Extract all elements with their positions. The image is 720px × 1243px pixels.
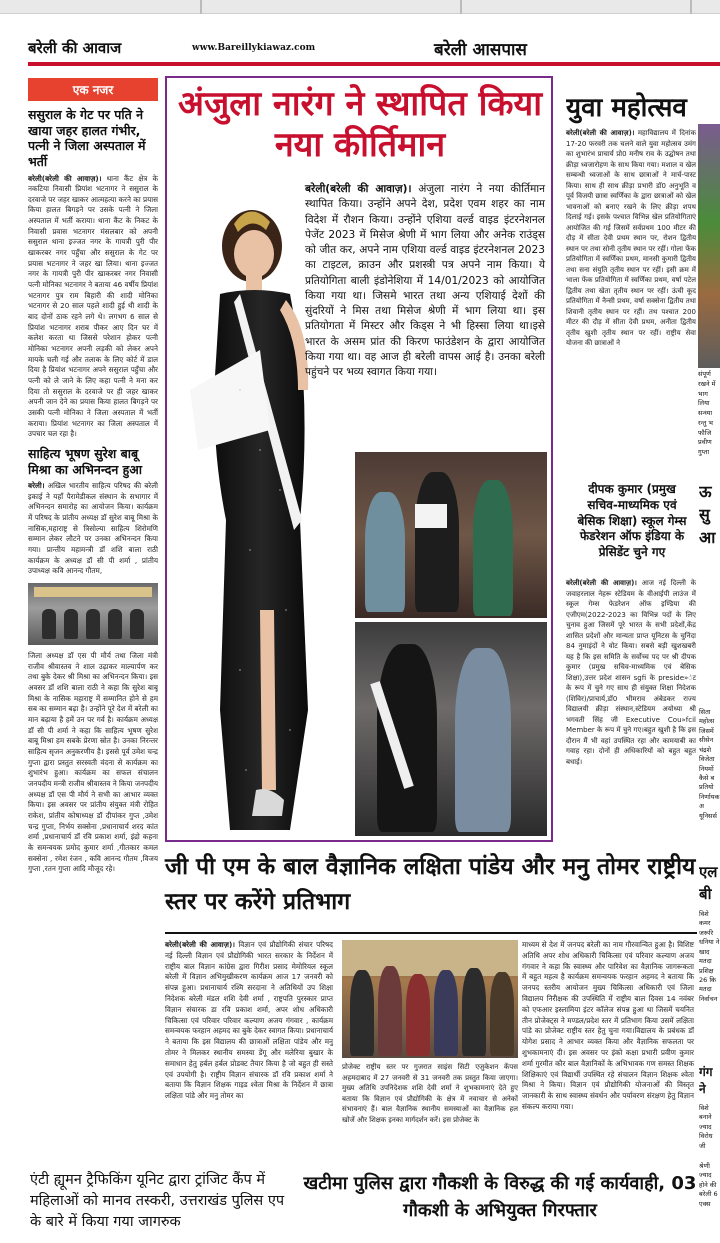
top-scan-strip (0, 0, 720, 14)
child-scientist-col3: माध्यम से देश में जनपद बरेली का नाम गौरवान्वित हुआ है। विशिष्ट अतिथि अपर शोध अधिकारी चिकित्सा एवं परिवार कल्याण अजय गंगवार ने कहा कि स्वास्थ्य और पारिवेश का वैज्ञानिक जागरूकता में बहुत महत्व है कार्यक्रम समन्वयक फरहान अहमद ने बताया कि जनपद स्तरीय आयोजन मुख्य चिकित्सा अधिकारी एवं जिला विद्यालय निरीक्षक की उपस्थिति में राष्ट्रीय बाल दिवस 14 नवंबर को एफआर इस्लामिया इंटर कॉलेज संपन्न हुआ था जिसमें चयनित तीन प्रोजेक्ट्स ने मण्डल/प्रदेश स्तर में प्रतिभाग किया उसमें लक्षिता पांडे का प्रोजेक्ट राष्ट्रीय स्तर हेतु चुना गया।विद्यालय के प्रबंधक डॉ योगेश प्रसाद ने आभार व्यक्त किया और वैज्ञानिक सफलता पर शुभकामनाएं दी। इस अवसर पर इंको कक्षा प्रभारी प्रवीण कुमार शर्मा गुरमीत कौर बाल वैज्ञानिकों के अभिभावक गण समस्त शिक्षक शिक्षिकाएं एवं विद्यार्थी उपस्थित रहे संचालन विज्ञान शिक्षक श्वेता मिश्रा ने किया। विज्ञान एवं प्रौद्योगिकी योजनाओं की विस्तृत जानकारी के साथ स्वास्थ्य संवर्धन और पर्यावरण संरक्षण हेतु विज्ञान संकल्प कराया गया। (522, 940, 694, 1111)
feature-headline: अंजुला नारंग ने स्थापित किया नया कीर्तिमान (177, 84, 543, 165)
child-scientist-photo (342, 940, 518, 1058)
far-right-fragment-2: सिता महोत्स जिसमें सीसेन चंद्रशे विजेता नियमों कैसे ब प्रतियो निर्णायक अ यूनिसर्स (699, 708, 720, 820)
deepak-kumar-headline: दीपक कुमार (प्रमुख सचिव-माध्यमिक एवं बेसिक शिक्षा) स्कूल गेम्स फेडरेशन ऑफ इंडिया के प्रेसिडेंट चुने गए (577, 482, 687, 560)
youth-festival-photo (698, 124, 720, 368)
child-scientist-headline: जी पी एम के बाल वैज्ञानिक लक्षिता पांडेय और मनु तोमर राष्ट्रीय स्तर पर करेंगे प्रतिभाग (165, 854, 696, 915)
far-right-fragment-7: श्रेणी ज्याद होने की बरेली 6 एक्स (699, 1162, 718, 1208)
child-scientist-col2: प्रोजेक्ट राष्ट्रीय स्तर पर गुजरात साइंस सिटी एजुकेशन केंपस अहमदाबाद में 27 जनवरी से 31 जनवरी तक प्रस्तुत किया जाएगा। मुख्य अतिथि उपनिदेशक शशि देवी शर्मा ने शुभकामनाएं देते हुए बताया कि विज्ञान एवं प्रौद्योगिकी के क्षेत्र में नवाचार से अनेकों संभावनाएं हैं। बाल वैज्ञानिक स्थानीय समस्याओं का वैज्ञानिक हल खोजें और शिक्षक इनका मार्गदर्शन करें। इस प्रोजेक्ट के (342, 1063, 518, 1124)
far-right-fragment-6: विशे बनाने ज्याद विरोध जी (699, 1104, 713, 1150)
masthead (28, 34, 720, 62)
left-column (28, 72, 158, 1232)
header-rule (28, 62, 720, 66)
feature-byline: बरेली(बरेली की आवाज़)। (305, 183, 412, 195)
story2-body (28, 481, 158, 577)
far-right-fragment-4: विशे कमर जरूरि धनिया ने खाद मतदा प्रशिक्ष 26 कि मतदा निर्वाचन (699, 910, 720, 1003)
far-right-fragment-3: एल बी (699, 863, 718, 903)
story2-text-continued: जिला अध्यक्ष डॉ एस पी मौर्य तथा जिला मंत्री राजीव श्रीवास्तव ने शाल उढ़ाकर माल्यार्पण कर तथा बुके देकर श्री मिश्रा का अभिनन्दन किया। इस अवसर डॉ शशि बाला राठी ने कहा कि सुरेश बाबू मिश्रा के नासिक महाराष्ट्र में सम्मानित होने से हम सब का सम्मान बढ़ा है। उन्होंने पूरे देश में बरेली का मान बढ़ाया है हमें उन पर गर्व है। कार्यक्रम अध्यक्ष डॉ सी पी शर्मा ने कहा कि साहित्य भूषण सुरेश बाबू मिश्रा हम सबके प्रेरणा स्रोत है। उनका निरन्तर साहित्य सृजन अनुकरणीय है। इससे पूर्व उमेश चन्द्र गुप्ता द्वारा प्रस्तुत सरस्वती वंदना से कार्यक्रम का शुभारंभ हुआ। कार्यक्रम का सफल संचालन जनपदीय मन्त्री राजीव श्रीवास्तव ने किया जनपदीय अध्यक्ष डॉ एस पी मौर्य ने सभी का आभार व्यक्त किया। इस अवसर पर प्रांतीय संयुक्त मंत्री रोहित राकेश, प्रांतीय कोषाध्यक्ष डॉ दीपांकर गुप्त ,उमेश चन्द्र गुप्ता, निर्भय सक्सेना ,प्रधानाचार्य शरद कांत शर्मा ,प्रधानाचार्य डॉ रवि प्रकाश शर्मा, इंद्रो कहना के समन्वयक प्रमोद कुमार शर्मा ,गीतकार कमल सक्सेना , रमेश रंजन , कवि आनन्द गौतम ,विजय गुप्ता ,रतन गुप्ता आदि मौजूद रहे। (28, 651, 158, 874)
far-right-fragment-5: गंग ने (699, 1065, 713, 1097)
far-right-fragment-1: ऊ सु आ (699, 482, 716, 548)
youth-festival-byline: बरेली(बरेली की आवाज़)। (566, 129, 635, 137)
youth-festival-headline: युवा महोत्सव (566, 93, 687, 123)
story2-byline: बरेली। (28, 481, 45, 491)
felicitation-photo (28, 583, 158, 645)
feature-body (305, 182, 545, 380)
youth-festival-body (566, 128, 696, 349)
child-scientist-col1 (165, 940, 333, 1102)
story1-body (28, 174, 158, 440)
award-stage-photo (355, 452, 547, 618)
newspaper-name: बरेली की आवाज (28, 39, 122, 57)
story1-text: थाना कैंट क्षेत्र के नकटिया निवासी प्रियांश भटनागर ने ससुराल के दरवाजे पर जहर खाकर आत्महत्या करने का प्रयास किया हालत बिगड़ने पर उसके पत्नी ने जिला अस्पताल में भर्ती कराया। थाना कैंट के निकट के निवासी प्रवास भटनागर मंसलबार को अपनी ससुराल थाना इज्जत नगर के गायत्री पुरी पीर खाकरबर नगर पहुँचा और ससुराल के गेट पर प्रयास भटनागर ने जहर खा लिया। थाना इज्जत नगर के गायत्री पुरी पीर खाकरबर नगर निवासी पत्नी मोनिका भटनागर ने बताया 46 वर्षीय प्रियांश भटनागर पुत्र राम बिहारी की शादी मोनिका भटनागर से 20 साल पहले शादी हुई थी शादी के बाद दोनों ठाक रहने लगे थे। लगभग 6 साल से प्रियांश भटनागर शराब पीकर आए दिन घर में कलेश करता था जिससे परेशान होकर पत्नी मोनिका भटनागर अपनी लड़की को लेकर अपने मायके चली गई और तलाक के लिए कोर्ट में डाल दिया है प्रियांश भटनागर अपने ससुराल पहुँचा और पत्नी को ले जाने के लिए कहा पत्नी ने मना कर दिया तो ससुराल के दरवाजे पर ही जहर खाकर अपनी जान देने का प्रयास किया हालत बिगड़ने पर उसकी पत्नी मोनिका ने जिला अस्पताल में भर्ती कराया। प्रियांश भटनागर का जिला अस्पताल में उपचार चल रहा है। (28, 173, 158, 439)
khatima-police-headline: खटीमा पुलिस द्वारा गौकशी के विरुद्ध की गई कार्यवाही, 03 गौकशी के अभियुक्त गिरफ्तार (303, 1173, 697, 1221)
story2-text: अखिल भारतीय साहित्य परिषद की बरेली इकाई ने यहाँ पैरामेडीकल संस्थान के सभागार में अभिनन्दन समारोह का आयोजन किया। कार्यक्रम में परिषद के प्रांतीय अध्यक्ष डॉ सुरेश बाबू मिश्रा के नासिक,महाराष्ट्र से त्रिसोल्या साहित्य शिरोमणि सम्मान लेकर लौटने पर उनका अभिनन्दन किया गया। प्रान्तीय महामन्त्री डॉ शशि बाला राठी कार्यक्रम के अध्यक्ष डॉ सी पी शर्मा , प्रांतीय उपाध्यक्ष कवि आनन्द गौतम, (28, 481, 158, 576)
child-scientist-byline: बरेली(बरेली की आवाज़)। (165, 940, 235, 949)
feature-text: अंजुला नारंग ने नया कीर्तिमान स्थापित किया। उन्होंने अपने देश, प्रदेश एवम शहर का नाम विदेश में रौशन किया। उन्होंने एशिया वर्ल्ड वाइड इंटरनेशनल पेजेंट 2023 में मिसेज श्रेणी में भाग लिया और अनेक राउंड्स को जीत कर, अपने नाम एशिया वर्ल्ड वाइड इंटरनेशनल 2023 का टाइटल, क्राउन और प्रशस्त्री पत्र अपने नाम किया। ये प्रतियोगिता बाली इंडोनेशिया में 14/01/2023 को आयोजित किया गया था। जिसमे भारत तथा अन्य एशियाई देशों की सुंदरियों ने मिस तथा मिसेज श्रेणी में भाग लिया था। इस प्रतियोगता में मिस्टर और किड्स ने भी हिस्सा लिया था।इसे भारत के असम प्रांत की किरण फाउंडेशन के द्वारा आयोजित किया गया था। वह आज ही बरेली वापस आई है। उनका बरेली पहुंचने पर भव्य स्वागत किया गया। (305, 183, 545, 378)
story1-headline: ससुराल के गेट पर पति ने खाया जहर हालत गंभीर, पत्नी ने जिला अस्पताल में भर्ती (28, 107, 146, 169)
story2-headline: साहित्य भूषण सुरेश बाबू मिश्रा का अभिनन्दन हुआ (28, 445, 143, 477)
story1-byline: बरेली(बरेली की आवाज़)। (28, 173, 102, 183)
ek-najar-tag: एक नजर (28, 78, 158, 101)
youth-festival-photo-caption: संपूर्ण रखने में भाग लिया सन्ध्या रन्तु भ फौजि प्रवीण गुप्ता (698, 370, 716, 456)
deepak-kumar-text: आज नई दिल्ली के जवाहरलाल नेहरू स्टेडियम के वीआईपी लाउंज में स्कूल गेम्स फेडरेशन ऑफ इण्डिया की एजीएम(2022-2023 का विभिन्न पदों के लिए चुनाव हुआ जिसमें पूरे भारत के सभी प्रदेशों,केंद्र शासित प्रदेशों और मान्यता प्राप्त यूनिटस के चुनिंदा 84 नुमाइंदों ने वोट किया। सबसे बड़ी खुशखबरी यह है कि इस समिति के सर्वोच्च पद पर श्री दीपक कुमार (प्रमुख सचिव-माध्यमिक एवं बेसिक शिक्षा),उत्तर प्रदेश शासन sgfi के preside»ंंट के रूप में चुने गए साथ ही संयुक्त शिक्षा निदेशक (शिविर)/प्राचार्य,डॉ0 भीमराव अंबेडकर राज्य विद्यालयी क्रीड़ा संस्थान,स्टेडियम अयोध्या श्री भगवती सिंह जी Executive Cou»fcil Member के रूप में चुने गए।बहुत खुशी है कि इस दौरान मैं भी वहां उपस्थित रहा और कामयाबी का गवाह रहा। दोनों ही अधिकारियों को बहुत बहुत बधाई। (566, 579, 696, 766)
crowned-winner-photo (355, 622, 547, 836)
deepak-kumar-body (566, 578, 696, 767)
anti-trafficking-headline: एंटी ह्यूमन ट्रैफिकिंग यूनिट द्वारा ट्रांजिट कैंप में महिलाओं को मानव तस्करी, उत्तराखंड पुलिस एप के बारे में किया गया जागरुक (30, 1172, 285, 1231)
deepak-kumar-byline: बरेली(बरेली की आवाज़)। (566, 579, 637, 587)
story-rule (165, 932, 697, 934)
section-title: बरेली आसपास (434, 39, 527, 60)
child-scientist-text: विज्ञान एवं प्रौद्योगिकी संचार परिषद नई दिल्ली विज्ञान एवं प्रौद्योगिकी भारत सरकार के निर्देशन में राष्ट्रीय बाल विज्ञान कांग्रेस द्वारा गिरीश प्रसाद मेमोरियल स्कूल बरेली में विज्ञान अभिमुखीकरण कार्यक्रम आज 17 जनवरी को संपन्न हुआ। प्रधानाचार्य रश्मि सरदाना ने अतिथियों उप शिक्षा निदेशक बरेली मंडल शशि देवी शर्मा , राष्ट्रपति पुरस्कार प्राप्त विज्ञान संचारक डा रवि प्रकाश शर्मा, अपर शोध अधिकारी चिकित्सा एवं परिवार परिवार कल्याण अजय गंगवार , कार्यक्रम समन्वयक फरहान अहमद का बुके देकर स्वागत किया। प्रधानाचार्य ने बताया कि इस विद्यालय की छात्राओं लक्षिता पांडेय और मनु तोमर ने मिलकर स्थानीय समस्या डेंगू और मलेरिया बुखार के समाधान हेतु हर्बल हर्बल प्रोडक्ट तैयार किया है जो बहुत ही सस्ते एवं उपयोगी है। राष्ट्रीय विज्ञान संचारक डॉ रवि प्रकाश शर्मा ने बताया कि विज्ञान शिक्षक गाइड श्वेता मिश्रा के निर्देशन में छात्रा लक्षिता पांडे और मनु तोमर का (165, 940, 333, 1101)
website-url: www.Bareillykiawaz.com (192, 43, 316, 53)
youth-festival-text: महाविद्यालय में दिनांक 17-20 फरवरी तक चलने वाले युवा महोत्सव उमंग का शुभारंभ प्राचार्य प्रो0 मनीष राव के उद्घोषन तथा क्रीड़ा ध्वजारोहण के साथ किया गया। मशाल व खेल सम्बन्धी ध्वजाओं के साथ छात्राओं ने मार्च-पास्ट किया। साथ ही साथ क्रीड़ा प्रभारी डॉ0 अनुभूति व पूर्व विजयी छात्रा स्वर्णिका के द्वारा छात्राओं को खेल भावनाओं को बनाए रखने के लिए क्रीड़ा शपथ दिलाई गई। इसके पश्चात विभिन्न खेल प्रतियोगिताएं आयोजित की गई जिसमें सर्वप्रथम 100 मीटर की दौड़ में सीता देवी प्रथम स्थान पर, रोशन द्वितीय स्थान पर तथा सोनी तृतीय स्थान पर रहीं। गोला फेंक प्रतियोगिता में स्वर्णिका प्रथम, मानसी कुमारी द्वितीय तथा सना संयुति तृतीय स्थान पर रहीं। इसी क्रम में भाला फेंक प्रतियोगिता में स्वर्णिका प्रथम, वर्षा पटेल द्वितीय तथा खेता तृतीय स्थान पर रहीं। ऊंची कूद प्रतियोगिता में नैन्सी प्रथम, वर्षा सक्सेना द्वितीय तथा शिवानी तृतीय स्थान पर रहीं। तथ पश्चात 200 मीटर की दौड़ में सीता देवी प्रथम, अनीता द्वितीय तृतीय खुशी तृतीय स्थान पर रहीं। राष्ट्रीय सेवा योजना की छात्राओं ने (566, 129, 696, 347)
